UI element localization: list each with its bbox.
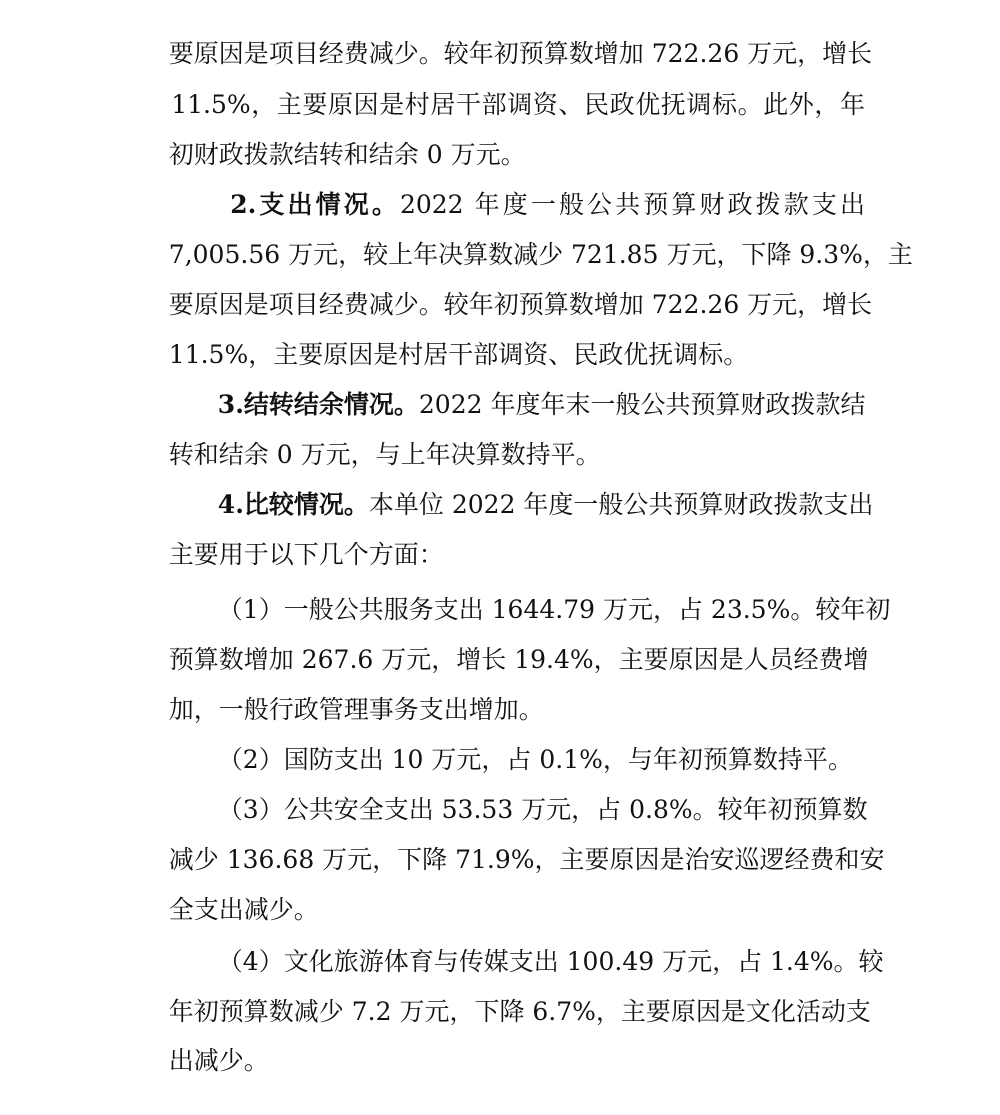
line-text: （2）国防支出 10 万元，占 0.1%，与年初预算数持平。 [217, 745, 853, 774]
line-text: 2022 年度一般公共预算财政拨款支出 [399, 190, 865, 219]
line-text: 加，一般行政管理事务支出增加。 [168, 695, 544, 724]
section-heading: 4.比较情况。 [217, 490, 369, 519]
line-text: （3）公共安全支出 53.53 万元，占 0.8%。较年初预算数 [217, 795, 868, 824]
line-text: 7,005.56 万元，较上年决算数减少 721.85 万元，下降 9.3%，主 [168, 240, 913, 269]
line-text: 2022 年度年末一般公共预算财政拨款结 [418, 390, 866, 419]
paragraph-1-line-1 [137, 0, 873, 68]
item-1-line-3 [137, 656, 865, 724]
item-4-line-1 [186, 908, 884, 976]
line-text: （1）一般公共服务支出 1644.79 万元，占 23.5%。较年初 [217, 595, 891, 624]
section-2-line-1 [186, 151, 865, 219]
item-1-line-2 [137, 606, 869, 674]
line-text: 要原因是项目经费减少。较年初预算数增加 722.26 万元，增长 [168, 39, 873, 68]
line-text: 11.5%，主要原因是村居干部调资、民政优抚调标。此外，年 [171, 90, 865, 119]
line-text: 全支出减少。 [168, 895, 319, 924]
line-text: （4）文化旅游体育与传媒支出 100.49 万元，占 1.4%。较 [217, 947, 884, 976]
line-text: 转和结余 0 万元，与上年决算数持平。 [168, 440, 601, 469]
section-2-line-2 [137, 201, 913, 269]
item-3-line-3 [137, 856, 865, 924]
line-text: 年初预算数减少 7.2 万元，下降 6.7%，主要原因是文化活动支 [168, 997, 871, 1026]
line-text: 本单位 2022 年度一般公共预算财政拨款支出 [368, 490, 874, 519]
item-3-line-1 [186, 756, 868, 824]
section-heading: 2.支出情况。 [230, 190, 400, 219]
line-text: 要原因是项目经费减少。较年初预算数增加 722.26 万元，增长 [168, 290, 873, 319]
line-text: 主要用于以下几个方面： [168, 540, 444, 569]
section-3-line-1 [186, 351, 866, 419]
line-text: 初财政拨款结转和结余 0 万元。 [168, 140, 526, 169]
item-2-line-1 [186, 706, 865, 774]
paragraph-1-line-3 [137, 101, 865, 169]
line-text: 11.5%，主要原因是村居干部调资、民政优抚调标。 [168, 340, 749, 369]
line-text: 出减少。 [168, 1046, 269, 1075]
item-4-line-2 [137, 958, 871, 1026]
item-4-line-3 [137, 1007, 865, 1075]
item-1-line-1 [186, 556, 891, 624]
section-4-line-1 [186, 451, 874, 519]
section-4-line-2 [137, 501, 865, 569]
section-2-line-3 [137, 251, 873, 319]
section-heading: 3.结转结余情况。 [217, 390, 419, 419]
paragraph-1-line-2 [137, 51, 865, 119]
line-text: 预算数增加 267.6 万元，增长 19.4%，主要原因是人员经费增 [168, 645, 869, 674]
section-2-line-4 [137, 301, 865, 369]
section-3-line-2 [137, 401, 865, 469]
item-3-line-2 [137, 806, 885, 874]
line-text: 减少 136.68 万元，下降 71.9%，主要原因是治安巡逻经费和安 [168, 845, 885, 874]
